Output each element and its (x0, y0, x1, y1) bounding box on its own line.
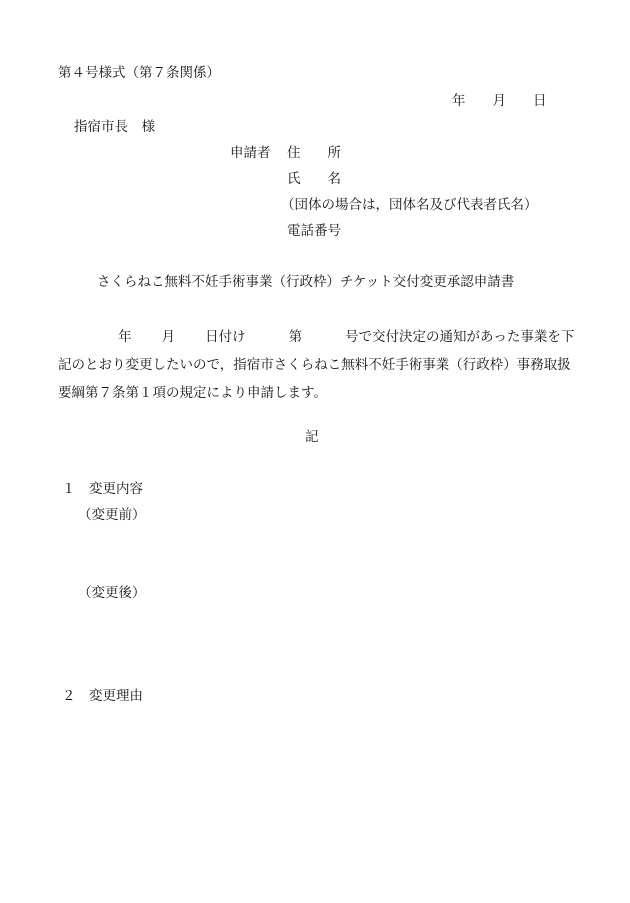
body-text: 号で交付決定の通知があった事業を下記のとおり変更したいので，指宿市さくらねこ無料不妊手術事業（行政枠）事務取扱要綱第７条第１項の規定により申請します。 (58, 329, 575, 401)
applicant-label: 申請者 (230, 145, 271, 161)
body-month: 月 (161, 329, 176, 345)
body-year: 年 (118, 329, 132, 345)
address-label: 住 所 (287, 145, 341, 161)
body-paragraph (58, 323, 578, 407)
section1-heading: １ 変更内容 (62, 481, 143, 497)
change-after-label: （変更後） (78, 585, 146, 601)
document-title: さくらねこ無料不妊手術事業（行政枠）チケット交付変更承認申請書 (97, 274, 515, 290)
phone-label: 電話番号 (287, 223, 341, 239)
change-before-label: （変更前） (78, 507, 146, 523)
name-label: 氏 名 (287, 171, 341, 187)
body-number-prefix: 第 (288, 329, 303, 345)
section2-heading: ２ 変更理由 (62, 688, 143, 704)
body-day: 日付け (205, 329, 246, 345)
indent-blank (58, 329, 118, 345)
addressee: 指宿市長 様 (74, 119, 155, 135)
ki-marker: 記 (305, 429, 319, 445)
form-number: 第４号様式（第７条関係） (58, 65, 220, 81)
name-note: （団体の場合は，団体名及び代表者氏名） (281, 197, 538, 213)
date-line: 年 月 日 (452, 93, 547, 109)
